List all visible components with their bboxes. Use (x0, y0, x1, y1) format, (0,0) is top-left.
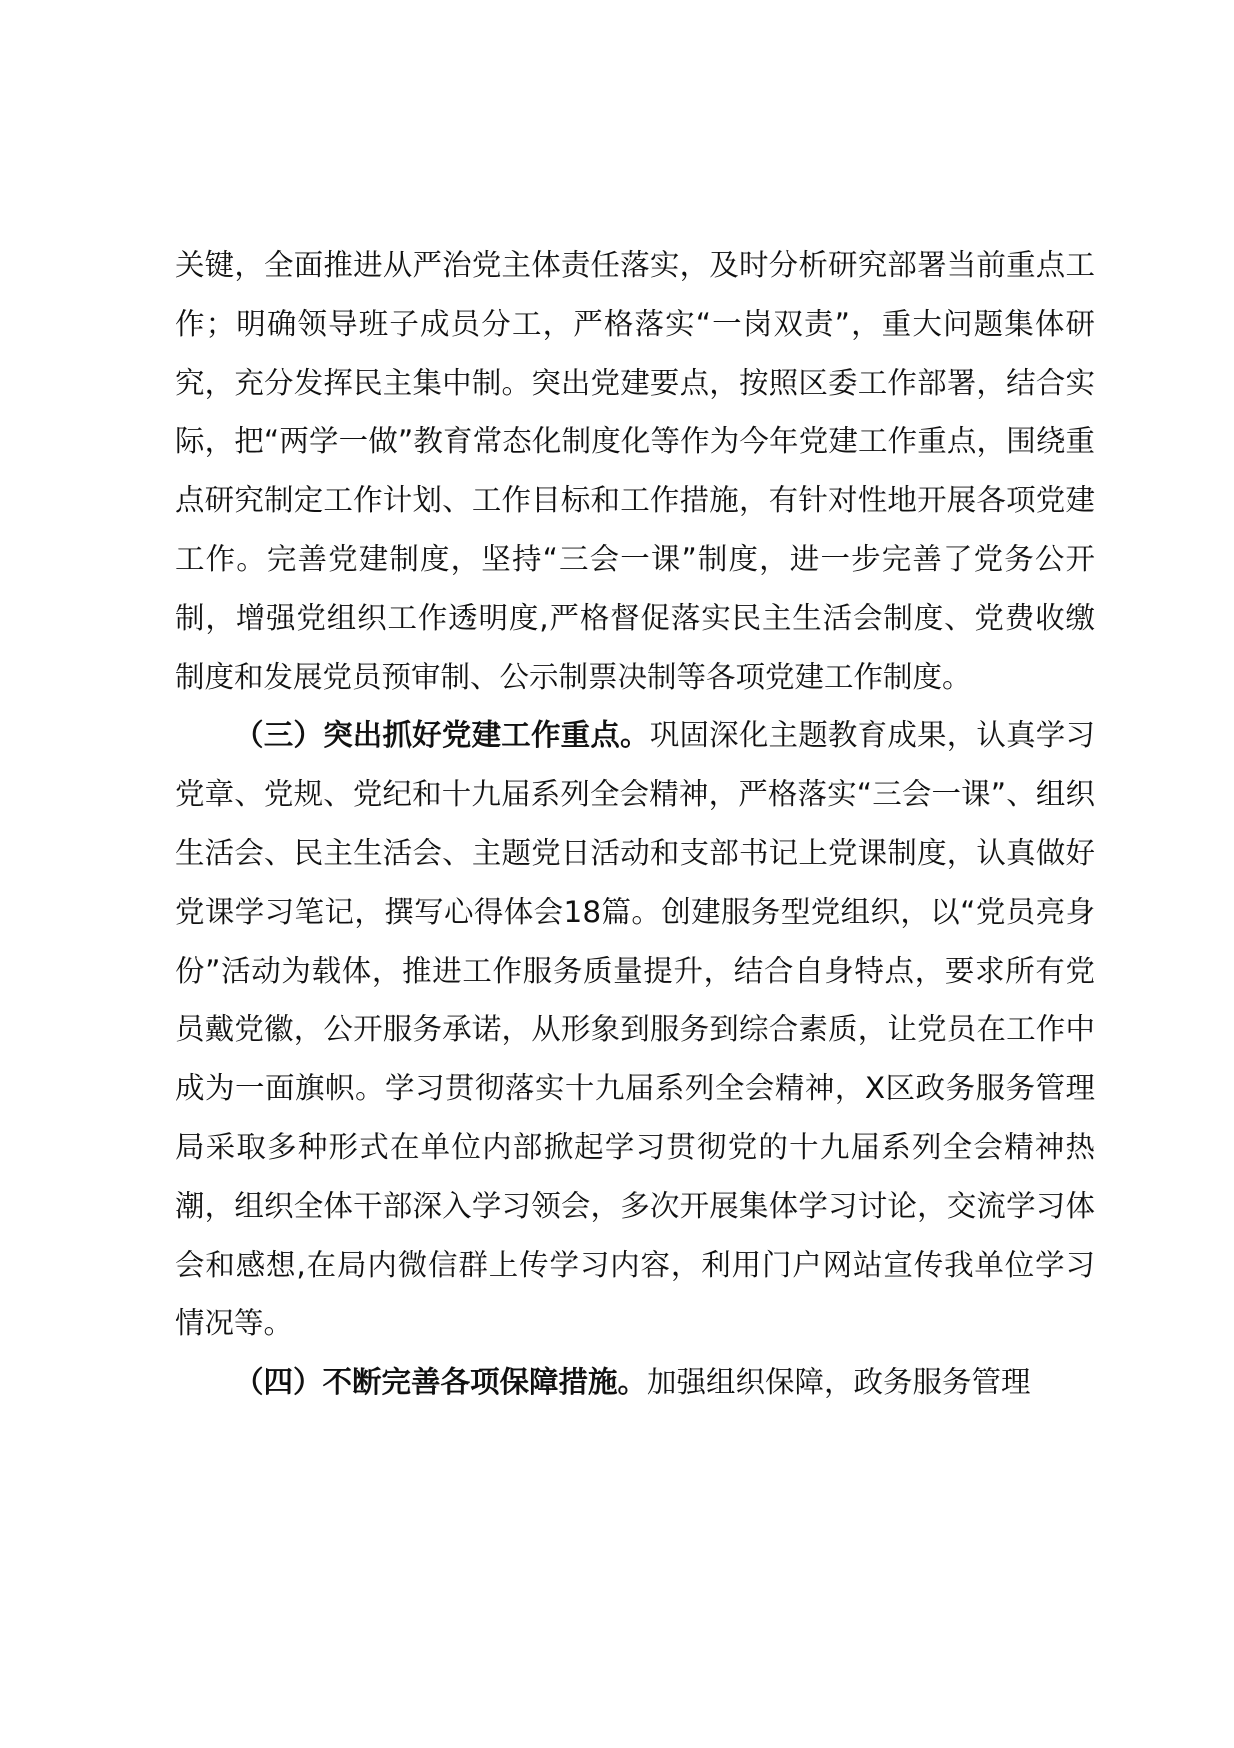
section-heading: （三）突出抓好党建工作重点。 (234, 718, 650, 753)
paragraph-text: 巩固深化主题教育成果，认真学习党章、党规、党纪和十九届系列全会精神，严格落实“三会一课”、组织生活会、民主生活会、主题党日活动和支部书记上党课制度，认真做好党课学习笔记，撰写心得体会18篇。创建服务型党组织，以“党员亮身份”活动为载体，推进工作服务质量提升，结合自身特点，要求所有党员戴党徽，公开服务承诺，从形象到服务到综合素质，让党员在工作中成为一面旗帜。学习贯彻落实十九届系列全会精神，X区政务服务管理局采取多种形式在单位内部掀起学习贯彻党的十九届系列全会精神热潮，组织全体干部深入学习领会，多次开展集体学习讨论，交流学习体会和感想,在局内微信群上传学习内容，利用门户网站宣传我单位学习情况等。 (175, 718, 1095, 1341)
paragraph-section-3 (175, 706, 1095, 1353)
paragraph-section-4 (175, 1353, 1095, 1412)
section-heading: （四）不断完善各项保障措施。 (234, 1365, 648, 1400)
paragraph-text: 加强组织保障，政务服务管理 (647, 1365, 1031, 1400)
body-text (175, 236, 1095, 1412)
paragraph-text: 关键，全面推进从严治党主体责任落实，及时分析研究部署当前重点工作；明确领导班子成员分工，严格落实“一岗双责”，重大问题集体研究，充分发挥民主集中制。突出党建要点，按照区委工作部署，结合实际，把“两学一做”教育常态化制度化等作为今年党建工作重点，围绕重点研究制定工作计划、工作目标和工作措施，有针对性地开展各项党建工作。完善党建制度，坚持“三会一课”制度，进一步完善了党务公开制，增强党组织工作透明度,严格督促落实民主生活会制度、党费收缴制度和发展党员预审制、公示制票决制等各项党建工作制度。 (175, 248, 1095, 694)
paragraph-continued (175, 236, 1095, 706)
